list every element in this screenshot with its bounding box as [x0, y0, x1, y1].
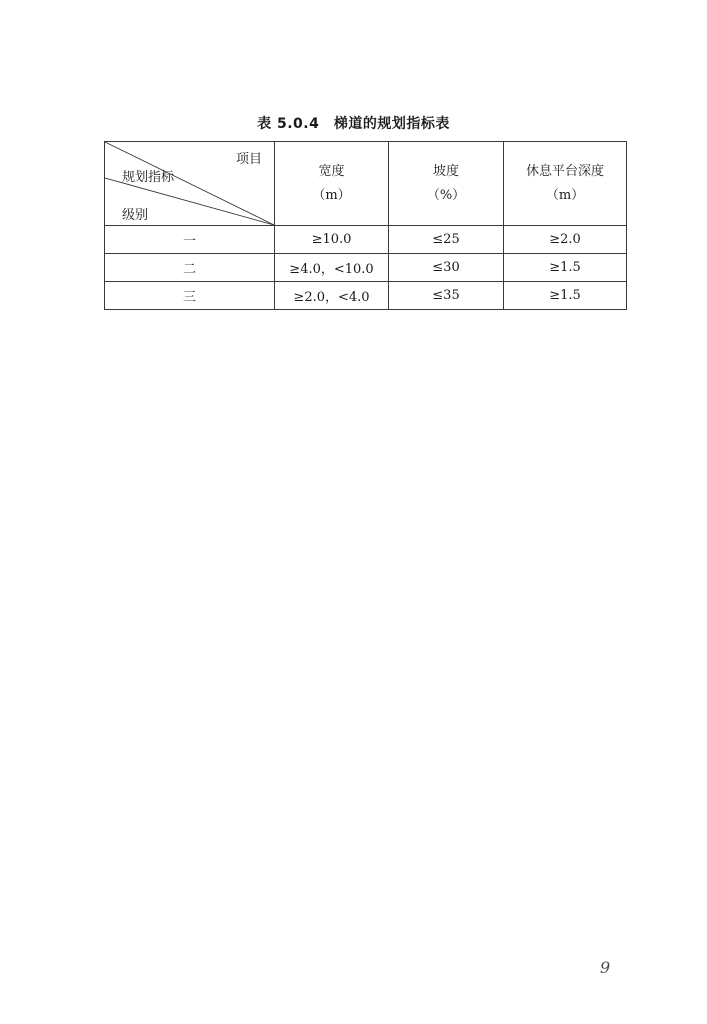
corner-label-index: 规划指标	[122, 170, 175, 185]
cell-platform-depth: ≥2.0	[504, 226, 627, 254]
cell-slope: ≤25	[389, 226, 504, 254]
diagonal-header-cell	[105, 142, 275, 226]
page-number: 9	[600, 958, 611, 977]
cell-platform-depth: ≥1.5	[504, 282, 627, 310]
table-title: 表 5.0.4 梯道的规划指标表	[257, 116, 450, 132]
header-width-unit: （m）	[312, 187, 351, 203]
table-row	[105, 226, 627, 254]
cell-width: ≥10.0	[275, 226, 389, 254]
header-slope-label: 坡度	[432, 163, 459, 179]
cell-width: ≥2.0，<4.0	[275, 282, 389, 310]
header-width-label: 宽度	[318, 163, 345, 179]
cell-level: 二	[105, 254, 275, 282]
header-slope	[389, 142, 504, 226]
table-header-row	[105, 142, 627, 226]
header-platform-depth	[504, 142, 627, 226]
header-platform-depth-unit: （m）	[545, 187, 585, 203]
cell-slope: ≤30	[389, 254, 504, 282]
cell-platform-depth: ≥1.5	[504, 254, 627, 282]
table-row	[105, 282, 627, 310]
table-row	[105, 254, 627, 282]
cell-level: 三	[105, 282, 275, 310]
cell-slope: ≤35	[389, 282, 504, 310]
header-platform-depth-label: 休息平台深度	[525, 163, 604, 179]
cell-width: ≥4.0，<10.0	[275, 254, 389, 282]
corner-label-item: 项目	[235, 152, 262, 167]
corner-label-level: 级别	[122, 208, 149, 223]
cell-level: 一	[105, 226, 275, 254]
header-width	[275, 142, 389, 226]
planning-index-table	[104, 141, 627, 310]
header-slope-unit: （%）	[426, 187, 466, 203]
